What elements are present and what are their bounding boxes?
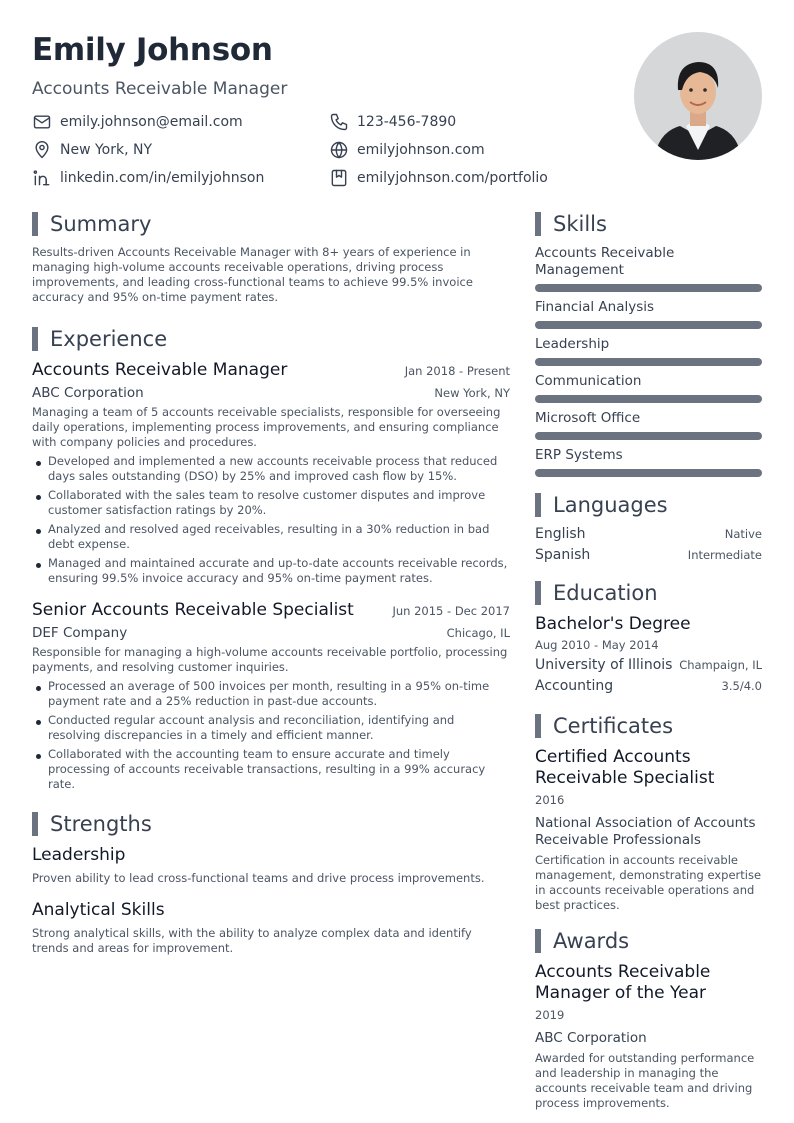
skill-level-bar	[535, 321, 762, 329]
skill-item	[535, 373, 762, 403]
skill-level-bar	[535, 358, 762, 366]
skill-label: ERP Systems	[535, 447, 623, 463]
job-bullet: Conducted regular account analysis and reconciliation, identifying and resolving discrepancies in a timely and efficient manner.	[36, 713, 510, 743]
contact-linkedin-text: linkedin.com/in/emilyjohnson	[60, 170, 265, 186]
globe-icon	[329, 140, 349, 160]
language-level: Native	[724, 527, 762, 541]
experience-item	[32, 600, 510, 792]
skill-item	[535, 410, 762, 440]
job-location: New York, NY	[434, 386, 510, 400]
language-item	[535, 526, 762, 542]
education-location: Champaign, IL	[679, 658, 762, 672]
education-school: University of Illinois	[535, 657, 673, 673]
contact-location-text: New York, NY	[60, 142, 153, 158]
job-bullet: Developed and implemented a new accounts receivable process that reduced days sales outstanding (DSO) by 25% and improved cash flow by 15%.	[36, 454, 510, 484]
skills-heading	[535, 210, 762, 238]
job-bullet: Processed an average of 500 invoices per month, resulting in a 95% on-time payment rate and a 25% reduction in past-due accounts.	[36, 679, 510, 709]
language-name: English	[535, 526, 586, 542]
contact-linkedin[interactable]	[32, 168, 264, 188]
strengths-heading	[32, 810, 510, 838]
certificates-heading	[535, 712, 762, 740]
job-company: ABC Corporation	[32, 385, 144, 401]
resume-role: Accounts Receivable Manager	[32, 79, 288, 99]
education-dates: Aug 2010 - May 2014	[535, 638, 659, 652]
skill-level-bar	[535, 469, 762, 477]
portfolio-icon	[329, 168, 349, 188]
resume-name: Emily Johnson	[32, 32, 273, 68]
right-column	[535, 210, 762, 1111]
job-dates: Jun 2015 - Dec 2017	[392, 604, 510, 618]
section-accent-bar	[32, 212, 38, 236]
section-accent-bar	[32, 812, 38, 836]
email-icon	[32, 112, 52, 132]
strengths-heading-text: Strengths	[50, 812, 152, 836]
skills-list	[535, 245, 762, 477]
job-title: Accounts Receivable Manager	[32, 360, 288, 380]
contact-location	[32, 140, 152, 160]
language-item	[535, 547, 762, 563]
awards-heading	[535, 927, 762, 955]
experience-heading-text: Experience	[50, 327, 168, 351]
section-accent-bar	[535, 714, 541, 738]
job-company: DEF Company	[32, 625, 128, 641]
skill-label: Communication	[535, 373, 642, 389]
skill-item	[535, 245, 762, 292]
contact-email[interactable]	[32, 112, 243, 132]
job-bullet: Collaborated with the accounting team to ensure accurate and timely processing of accounts receivable transactions, resulting in a 99% accuracy rate.	[36, 747, 510, 792]
skill-label: Microsoft Office	[535, 410, 641, 426]
job-description: Managing a team of 5 accounts receivable specialists, responsible for overseeing daily operations, implementing process improvements, and ensuring compliance with company policies and procedures.	[32, 405, 501, 449]
strength-text: Strong analytical skills, with the ability to analyze complex data and identify trends and areas for improvement.	[32, 926, 472, 955]
job-description: Responsible for managing a high-volume accounts receivable portfolio, processing payments, and resolving customer inquiries.	[32, 645, 508, 674]
skill-level-bar	[535, 395, 762, 403]
contact-phone-text: 123-456-7890	[357, 114, 457, 130]
strength-title: Leadership	[32, 845, 126, 865]
profile-photo	[634, 32, 762, 160]
education-gpa: 3.5/4.0	[721, 679, 762, 693]
skill-label: Leadership	[535, 336, 610, 352]
section-accent-bar	[32, 327, 38, 351]
map-pin-icon	[32, 140, 52, 160]
job-bullets	[36, 679, 510, 792]
education-heading-text: Education	[553, 581, 658, 605]
job-bullet: Analyzed and resolved aged receivables, resulting in a 30% reduction in bad debt expense.	[36, 522, 510, 552]
contact-portfolio-text: emilyjohnson.com/portfolio	[357, 170, 548, 186]
strength-item	[32, 845, 510, 886]
job-bullet: Collaborated with the sales team to resolve customer disputes and improve customer satisfaction ratings by 20%.	[36, 488, 510, 518]
language-level: Intermediate	[687, 548, 762, 562]
experience-heading	[32, 325, 510, 353]
contact-portfolio[interactable]	[329, 168, 548, 188]
award-name: Accounts Receivable Manager of the Year	[535, 962, 711, 1003]
left-column	[32, 210, 510, 956]
strength-text: Proven ability to lead cross-functional teams and drive process improvements.	[32, 871, 485, 885]
contact-email-text: emily.johnson@email.com	[60, 114, 243, 130]
job-location: Chicago, IL	[446, 626, 510, 640]
summary-heading-text: Summary	[50, 212, 152, 236]
experience-item	[32, 360, 510, 586]
award-year: 2019	[535, 1008, 565, 1022]
contact-phone[interactable]	[329, 112, 456, 132]
certificate-organization: National Association of Accounts Receivable Professionals	[535, 815, 756, 848]
section-accent-bar	[535, 929, 541, 953]
languages-heading	[535, 491, 762, 519]
phone-icon	[329, 112, 349, 132]
award-description: Awarded for outstanding performance and leadership in managing the accounts receivable team and driving process improvements.	[535, 1051, 755, 1110]
skill-level-bar	[535, 432, 762, 440]
certificate-name: Certified Accounts Receivable Specialist	[535, 747, 715, 788]
skill-item	[535, 336, 762, 366]
language-name: Spanish	[535, 547, 591, 563]
education-heading	[535, 579, 762, 607]
job-dates: Jan 2018 - Present	[404, 364, 510, 378]
summary-heading	[32, 210, 510, 238]
education-degree: Bachelor's Degree	[535, 614, 691, 634]
job-title: Senior Accounts Receivable Specialist	[32, 600, 354, 620]
skill-label: Financial Analysis	[535, 299, 655, 315]
awards-heading-text: Awards	[553, 929, 630, 953]
strength-item	[32, 900, 510, 956]
education-field: Accounting	[535, 678, 614, 694]
skill-level-bar	[535, 284, 762, 292]
certificate-year: 2016	[535, 793, 565, 807]
skill-item	[535, 447, 762, 477]
skills-heading-text: Skills	[553, 212, 607, 236]
certificates-heading-text: Certificates	[553, 714, 674, 738]
section-accent-bar	[535, 493, 541, 517]
award-organization: ABC Corporation	[535, 1030, 647, 1046]
strength-title: Analytical Skills	[32, 900, 165, 920]
contact-website[interactable]	[329, 140, 485, 160]
contact-website-text: emilyjohnson.com	[357, 142, 485, 158]
skill-item	[535, 299, 762, 329]
languages-heading-text: Languages	[553, 493, 668, 517]
summary-text: Results-driven Accounts Receivable Manager with 8+ years of experience in managing high-volume accounts receivable operations, driving process improvements, and leading cross-functional teams to achieve 99.5% invoice accuracy and 95% on-time payment rates.	[32, 245, 473, 304]
job-bullets	[36, 454, 510, 586]
section-accent-bar	[535, 581, 541, 605]
section-accent-bar	[535, 212, 541, 236]
linkedin-icon	[32, 168, 52, 188]
certificate-description: Certification in accounts receivable management, demonstrating expertise in accounts receivable operations and best practices.	[535, 853, 762, 912]
skill-label: Accounts Receivable Management	[535, 245, 675, 278]
job-bullet: Managed and maintained accurate and up-to-date accounts receivable records, ensuring 99.5% invoice accuracy and 95% on-time payment rates.	[36, 556, 510, 586]
